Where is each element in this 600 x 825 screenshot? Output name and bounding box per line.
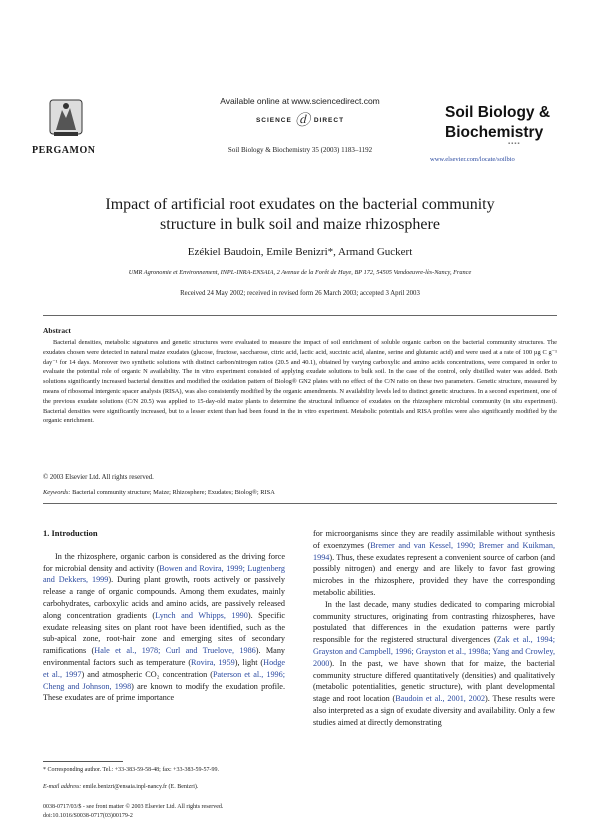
- journal-reference: Soil Biology & Biochemistry 35 (2003) 1183–1192: [227, 146, 373, 154]
- journal-title: [445, 103, 550, 143]
- available-online: Available online at www.sciencedirect.com: [220, 96, 380, 106]
- citation-link[interactable]: Zak et al., 1994; Grayston and Campbell, 1996; Grayston et al., 1998a; Yang and Crowley, 2000: [313, 635, 556, 668]
- body-text: ). Many environmental factors such as temperature (: [43, 646, 286, 667]
- citation-link[interactable]: Hodge et al., 1997: [43, 657, 285, 679]
- divider-bottom: [43, 503, 557, 504]
- section-heading-introduction: 1. Introduction: [43, 528, 98, 538]
- citation-link[interactable]: Bowen and Rovira, 1999; Lugtenberg and Dekkers, 1999: [43, 563, 285, 585]
- article-title-line1: Impact of artificial root exudates on the bacterial community: [105, 196, 495, 213]
- footnote-issn: 0038-0717/03/$ - see front matter © 2003 Elsevier Ltd. All rights reserved.: [43, 804, 224, 810]
- sciencedirect-logo-left: SCIENCE: [255, 117, 292, 124]
- body-text: for microorganisms since they are readily assimilable without synthesis of exoenzymes (: [313, 529, 555, 550]
- sciencedirect-d-icon: ⓓ: [294, 113, 311, 129]
- publisher-name: PERGAMON: [32, 145, 96, 156]
- body-text: ). Specific exudate releasing sites on plant root have been identified, such as the sub-apical zone, root-hair zone and emerging sites of secondary ramifications (: [43, 610, 286, 656]
- keywords: [43, 489, 275, 496]
- received-dates: Received 24 May 2002; received in revised form 26 March 2003; accepted 3 April 2003: [180, 290, 420, 297]
- divider-top: [43, 315, 557, 316]
- right-column: [313, 528, 555, 729]
- body-text: ). Thus, these exudates represent a convenient source of carbon (and possibly nitrogen) and energy and are likely to favor fast growing microbes in the rhizosphere, provided they have the corresponding metabolic abilities.: [313, 552, 555, 597]
- affiliation: UMR Agronomie et Environnement, INPL-INRA-ENSAIA, 2 Avenue de la Forêt de Haye, BP 172, 54505 Vandoeuvre-lès-Nancy, France: [128, 269, 472, 276]
- article-title: [40, 195, 560, 235]
- citation-link[interactable]: Lynch and Whipps, 1990: [155, 610, 248, 620]
- keywords-list: Bacterial community structure; Maize; Rhizosphere; Exudates; Biolog®; RISA: [72, 489, 275, 496]
- intro-paragraph-continued: [313, 528, 555, 599]
- left-column: [43, 528, 285, 704]
- citation-link[interactable]: Baudoin et al., 2001, 2002: [395, 694, 486, 704]
- email-address[interactable]: emile.benizri@ensaia.inpl-nancy.fr (E. Benizri).: [82, 784, 199, 790]
- citation-link[interactable]: Bremer and van Kessel, 1990; Bremer and Kuikman, 1994: [313, 540, 556, 562]
- abstract-text: [43, 338, 557, 426]
- abstract-paragraph: Bacterial densities, metabolic signatures and genetic structures were evaluated to measure the impact of soil enrichment of soluble organic carbon on the bacterial community structures. The exudates chosen were detected in natural maize exudates (glucose, fructose, saccharose, citric acid, lactic acid, succinic acid, alanine, serine and glutamic acid) and were used at a rate of 100 µg C g⁻¹ day⁻¹ for 14 days. Moreover two synthetic solutions with distinct carbon/nitrogen ratios (20.5 and 40.1), obtained by varying carboxylic and amino acids concentrations, were compared in order to evaluate the potential role of organic N availability. The in vitro experiment consisted of applying exudate solutions to bulk soil. In the case of the control, only distilled water was added. Both solutions significantly increased bacterial densities and modified the oxidation pattern of Biolog® GN2 plates with no effect of the C/N ratio on these two parameters. Genetic structure, measured by means of ribosomal intergenic spacer analysis (RISA), was also consistently modified by the organic amendments. N availability levels led to distinct genetic structures. In a second experiment, one of the previous exudate solutions (C/N 20.5) was applied to 15-day-old maize plants to determine the structural influence of exudates on the rhizosphere microbial community (in situ experiment). Bacterial densities were significantly increased, but to a lesser extent than had been found in the in vitro experiment. Metabolic potentials and RISA profiles were also significantly modified by the organic enrichment.: [43, 339, 557, 425]
- footnote-rule: [43, 761, 123, 762]
- journal-url-link[interactable]: www.elsevier.com/locate/soilbio: [430, 156, 515, 163]
- footnote-corresponding: * Corresponding author. Tel.: +33-383-59-58-48; fax: +33-383-59-57-99.: [43, 767, 220, 773]
- citation-link[interactable]: Paterson et al., 1996; Cheng and Johnson, 1998: [43, 669, 285, 691]
- abstract-heading: Abstract: [43, 326, 71, 335]
- pergamon-emblem-icon: [48, 96, 84, 140]
- body-text: ) are known to modify the exudation profile. These exudates are of prime importance: [43, 681, 285, 703]
- body-text: ) and atmospheric CO₂ concentration (: [81, 669, 213, 679]
- keywords-label: Keywords:: [43, 489, 71, 496]
- body-text: In the last decade, many studies dedicated to comparing microbial community structures, originating from contrasting rhizospheres, have postulated that differences in the exudation patterns were partly responsible for the registered structural divergences (: [313, 599, 555, 645]
- body-text: ). During plant growth, roots actively or passively release a range of organic compounds. Among them exudates, mainly carbohydrates, carboxylic acids and amino acids, are passively released along concentration gradients (: [43, 575, 285, 620]
- body-text: ). In the past, we have shown that for maize, the bacterial community structure differed quantitatively (densities) and qualitatively (metabolic potentialities, genetic structure), with plant developmental stage and root location (: [313, 658, 555, 704]
- body-text: ), light (: [234, 657, 264, 667]
- article-title-line2: structure in bulk soil and maize rhizosphere: [160, 216, 440, 233]
- citation-link[interactable]: Hale et al., 1978; Curl and Truelove, 1986: [94, 646, 256, 656]
- citation-link[interactable]: Rovira, 1959: [191, 657, 235, 667]
- journal-title-line1: Soil Biology &: [445, 104, 551, 121]
- email-label: E-mail address:: [43, 784, 82, 790]
- intro-paragraph-1: [43, 551, 285, 704]
- body-text: In the rhizosphere, organic carbon is considered as the driving force for microbial density and activity (: [43, 551, 285, 573]
- journal-logo-dots: ▪▪▪▪: [508, 141, 521, 147]
- journal-title-line2: Biochemistry: [445, 124, 544, 141]
- footnote-email: [43, 783, 285, 791]
- abstract-copyright: © 2003 Elsevier Ltd. All rights reserved.: [43, 474, 154, 481]
- footnote-doi: doi:10.1016/S0038-0717(03)00179-2: [43, 813, 133, 819]
- authors: Ezékiel Baudoin, Emile Benizri*, Armand Guckert: [187, 246, 413, 258]
- intro-paragraph-2: [313, 599, 555, 729]
- body-text: ). These results were also interpreted as a sign of exudate diversity and availability. Only a few studies aimed at directly demonstrating: [313, 694, 555, 727]
- sciencedirect-logo-right: DIRECT: [313, 117, 345, 124]
